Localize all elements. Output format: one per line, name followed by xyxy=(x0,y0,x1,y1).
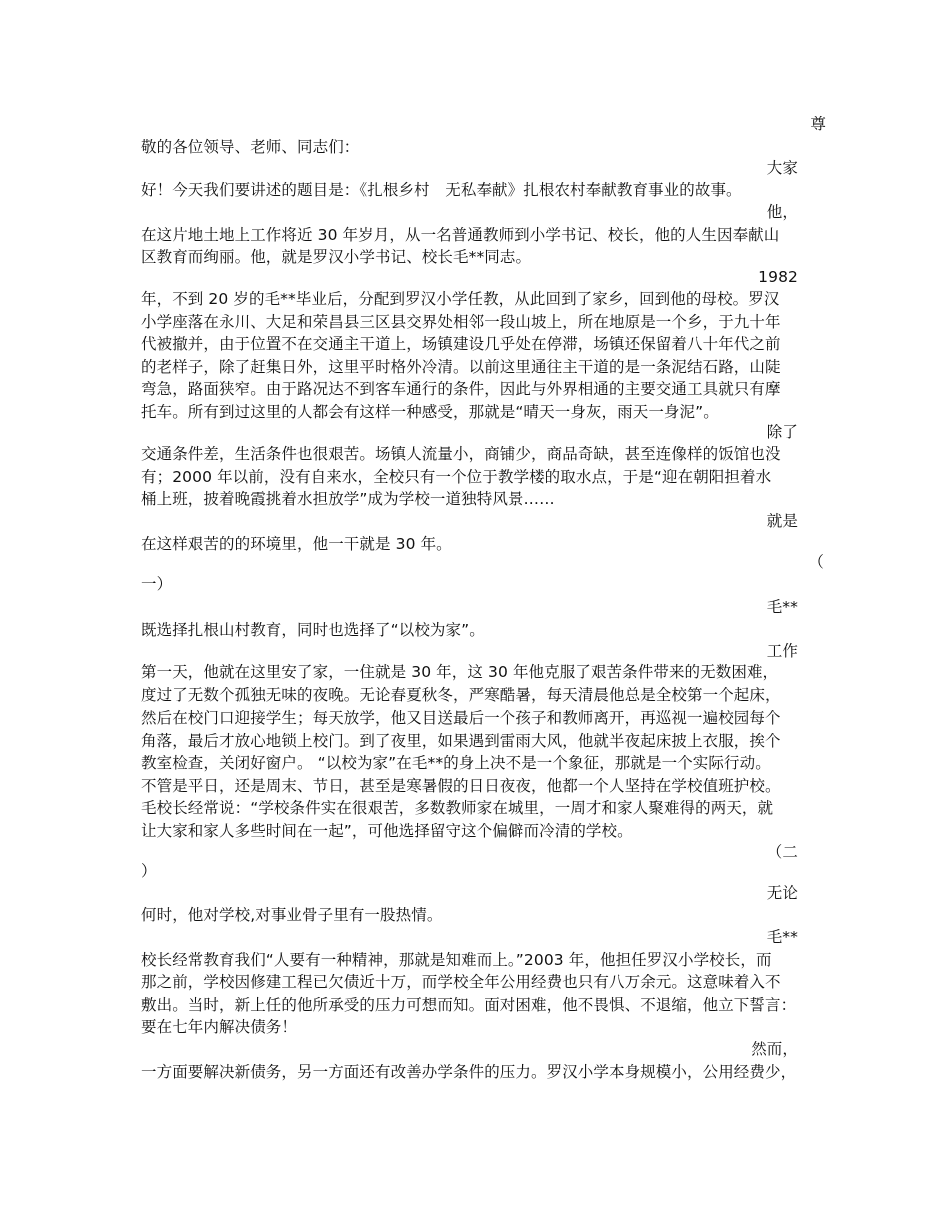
text-line: 要在七年内解决债务！ xyxy=(141,1018,298,1036)
text-line: 校长经常教育我们“人要有一种精神，那就是知难而上。”2003 年，他担任罗汉小学校长，而 xyxy=(141,951,772,969)
text-line: 代被撤并，由于位置不在交通主干道上，场镇建设几乎处在停滞，场镇还保留着八十年代之前 xyxy=(141,335,781,353)
text-line: 有；2000 年以前，没有自来水，全校只有一个位于教学楼的取水点，于是“迎在朝阳担着水 xyxy=(141,468,772,486)
text-line: 让大家和家人多些时间在一起”，可他选择留守这个偏僻而冷清的学校。 xyxy=(141,822,633,840)
text-line: （ xyxy=(808,553,824,571)
text-line: 区教育而绚丽。他，就是罗汉小学书记、校长毛**同志。 xyxy=(141,248,532,266)
text-line: 除了 xyxy=(766,423,798,441)
text-line: 他， xyxy=(766,203,798,221)
text-line: 弯急，路面狭窄。由于路况达不到客车通行的条件，因此与外界相通的主要交通工具就只有摩 xyxy=(141,380,781,398)
text-line: 年，不到 20 岁的毛**毕业后，分配到罗汉小学任教，从此回到了家乡，回到他的母校。罗汉 xyxy=(141,290,780,308)
text-line: 在这样艰苦的的环境里，他一干就是 30 年。 xyxy=(141,535,452,553)
text-line: 毛** xyxy=(766,928,798,946)
text-line: 尊 xyxy=(810,115,826,133)
text-line: 在这片地土地上工作将近 30 年岁月，从一名普通教师到小学书记、校长，他的人生因奉献山 xyxy=(141,226,780,244)
text-line: 然后在校门口迎接学生；每天放学，他又目送最后一个孩子和教师离开，再巡视一遍校园每个 xyxy=(141,709,781,727)
text-line: 交通条件差，生活条件也很艰苦。场镇人流量小，商铺少，商品奇缺，甚至连像样的饭馆也没 xyxy=(141,445,781,463)
text-line: 何时，他对学校,对事业骨子里有一股热情。 xyxy=(141,906,443,924)
text-line: 角落，最后才放心地锁上校门。到了夜里，如果遇到雷雨大风，他就半夜起床披上衣服，挨个 xyxy=(141,732,781,750)
text-line: 的老样子，除了赶集日外，这里平时格外冷清。以前这里通往主干道的是一条泥结石路，山陡 xyxy=(141,358,781,376)
text-line: 托车。所有到过这里的人都会有这样一种感受，那就是“晴天一身灰，雨天一身泥”。 xyxy=(141,403,719,421)
text-line: 第一天，他就在这里安了家，一住就是 30 年，这 30 年他克服了艰苦条件带来的无数困难， xyxy=(141,663,779,681)
text-line: 度过了无数个孤独无味的夜晚。无论春夏秋冬，严寒酷暑，每天清晨他总是全校第一个起床， xyxy=(141,686,781,704)
text-line: 然而， xyxy=(751,1040,798,1058)
text-line: 工作 xyxy=(766,642,798,660)
text-line: 毛校长经常说：“学校条件实在很艰苦，多数教师家在城里，一周才和家人聚难得的两天，就 xyxy=(141,799,774,817)
text-line: 既选择扎根山村教育，同时也选择了“以校为家”。 xyxy=(141,621,485,639)
text-line: 毛** xyxy=(766,598,798,616)
text-line: 一） xyxy=(141,575,173,593)
text-line: ） xyxy=(141,862,157,880)
text-line: 教室检查，关闭好窗户。 “以校为家”在毛**的身上决不是一个象征，那就是一个实际行动。 xyxy=(141,754,771,772)
text-line: 大家 xyxy=(766,159,798,177)
text-line: 好！今天我们要讲述的题目是：《扎根乡村 无私奉献》扎根农村奉献教育事业的故事。 xyxy=(141,181,742,199)
text-line: 敷出。当时，新上任的他所承受的压力可想而知。面对困难，他不畏惧、不退缩，他立下誓言： xyxy=(141,996,797,1014)
text-line: 一方面要解决新债务，另一方面还有改善办学条件的压力。罗汉小学本身规模小，公用经费少， xyxy=(141,1063,797,1081)
text-line: 那之前，学校因修建工程已欠债近十万，而学校全年公用经费也只有八万余元。这意味着入不 xyxy=(141,973,781,991)
text-line: （二 xyxy=(766,843,798,861)
text-line: 1982 xyxy=(758,268,798,286)
text-line: 就是 xyxy=(766,512,798,530)
text-line: 无论 xyxy=(766,884,798,902)
text-line: 敬的各位领导、老师、同志们： xyxy=(141,138,360,156)
text-line: 桶上班，披着晚霞挑着水担放学”成为学校一道独特风景…… xyxy=(141,490,555,508)
text-line: 不管是平日，还是周末、节日，甚至是寒暑假的日日夜夜，他都一个人坚持在学校值班护校。 xyxy=(141,777,781,795)
text-line: 小学座落在永川、大足和荣昌县三区县交界处相邻一段山坡上，所在地原是一个乡，于九十年 xyxy=(141,313,781,331)
